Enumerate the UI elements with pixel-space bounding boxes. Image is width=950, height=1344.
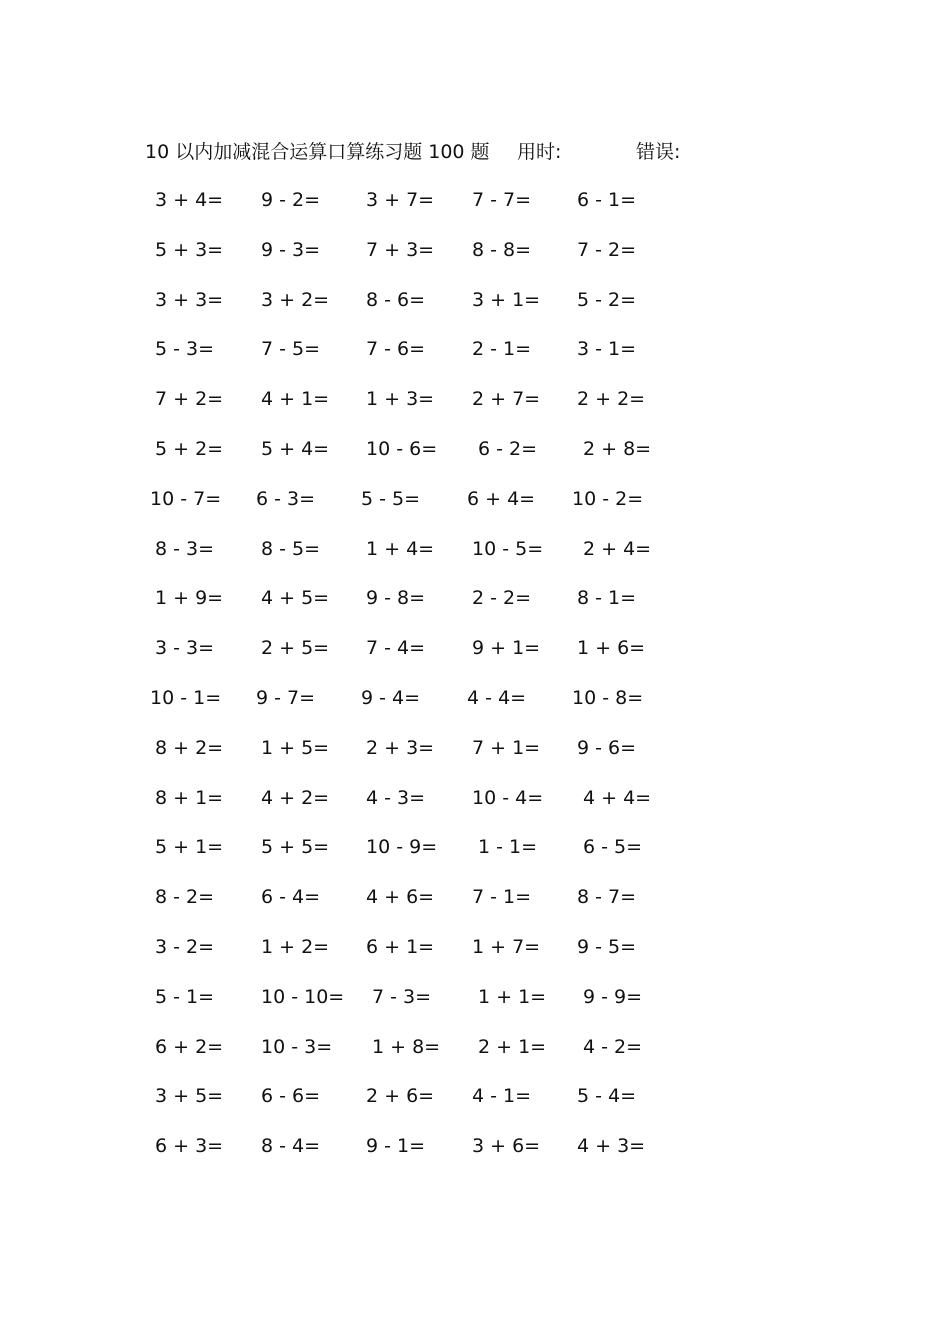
problem-cell: 10 - 9= [366, 836, 438, 859]
problem-cell: 7 - 3= [372, 985, 432, 1008]
problem-cell: 2 - 2= [472, 587, 532, 610]
problem-cell: 6 - 1= [577, 189, 637, 211]
problem-cell: 2 + 7= [472, 388, 541, 411]
problem-cell: 3 + 3= [155, 288, 224, 311]
problem-row [150, 432, 710, 482]
problem-row [150, 980, 710, 1030]
problem-cell: 10 - 1= [150, 686, 222, 709]
problem-cell: 6 - 6= [261, 1085, 321, 1108]
problem-cell: 7 - 6= [366, 338, 426, 361]
problem-row [150, 183, 710, 233]
problem-cell: 7 - 5= [261, 338, 321, 361]
problem-cell: 1 + 8= [372, 1035, 441, 1058]
problem-cell: 1 + 1= [478, 985, 547, 1008]
problem-cell: 9 - 1= [366, 1135, 426, 1158]
problem-cell: 4 + 2= [261, 786, 330, 809]
worksheet-header [145, 137, 845, 167]
problem-cell: 3 + 2= [261, 288, 330, 311]
problem-cell: 5 - 1= [155, 985, 215, 1008]
problem-cell: 1 + 3= [366, 388, 435, 411]
problem-cell: 5 - 3= [155, 338, 215, 361]
problem-cell: 9 - 7= [256, 686, 316, 709]
problem-row [150, 581, 710, 631]
problem-cell: 10 - 5= [472, 537, 544, 560]
problem-cell: 10 - 6= [366, 437, 438, 460]
problem-cell: 5 + 4= [261, 437, 330, 460]
problem-row [150, 532, 710, 582]
problem-row [150, 233, 710, 283]
problem-cell: 9 - 9= [583, 985, 643, 1008]
problem-cell: 5 + 3= [155, 238, 224, 261]
problem-cell: 1 + 6= [577, 637, 646, 660]
problem-cell: 6 - 4= [261, 886, 321, 909]
problem-cell: 9 - 6= [577, 736, 637, 759]
problem-cell: 7 - 4= [366, 637, 426, 660]
problem-cell: 4 + 5= [261, 587, 330, 610]
worksheet-title: 10 以内加减混合运算口算练习题 100 题 [145, 141, 490, 163]
problem-cell: 8 - 6= [366, 288, 426, 311]
problem-cell: 2 + 2= [577, 388, 646, 411]
problem-cell: 9 + 1= [472, 637, 541, 660]
problem-cell: 4 - 1= [472, 1085, 532, 1108]
problem-cell: 7 - 1= [472, 886, 532, 909]
problem-cell: 8 - 7= [577, 886, 637, 909]
problem-cell: 5 + 1= [155, 836, 224, 859]
problem-cell: 9 - 4= [361, 686, 421, 709]
problem-cell: 6 - 5= [583, 836, 643, 859]
problem-cell: 5 + 2= [155, 437, 224, 460]
problem-cell: 8 - 3= [155, 537, 215, 560]
problem-cell: 1 + 9= [155, 587, 224, 610]
problem-row [150, 731, 710, 781]
problem-cell: 4 + 1= [261, 388, 330, 411]
problem-cell: 3 + 4= [155, 189, 224, 211]
problem-cell: 4 - 2= [583, 1035, 643, 1058]
problem-cell: 1 - 1= [478, 836, 538, 859]
problem-cell: 6 + 1= [366, 935, 435, 958]
problem-row [150, 1129, 710, 1179]
problem-row [150, 930, 710, 980]
problem-row [150, 1079, 710, 1129]
problem-cell: 9 - 8= [366, 587, 426, 610]
problem-cell: 8 - 1= [577, 587, 637, 610]
problem-cell: 4 - 3= [366, 786, 426, 809]
problem-cell: 4 + 6= [366, 886, 435, 909]
problem-cell: 1 + 5= [261, 736, 330, 759]
problem-cell: 2 + 6= [366, 1085, 435, 1108]
problem-cell: 4 + 3= [577, 1135, 646, 1158]
time-label: 用时: [517, 141, 562, 163]
problem-cell: 6 - 3= [256, 487, 316, 510]
problem-cell: 9 - 3= [261, 238, 321, 261]
problem-cell: 2 + 8= [583, 437, 652, 460]
problem-cell: 3 + 6= [472, 1135, 541, 1158]
error-label: 错误: [636, 141, 681, 163]
problem-row [150, 781, 710, 831]
problem-cell: 4 - 4= [467, 686, 527, 709]
problem-cell: 3 + 5= [155, 1085, 224, 1108]
problem-cell: 5 - 2= [577, 288, 637, 311]
problem-cell: 3 - 1= [577, 338, 637, 361]
problem-row [150, 1030, 710, 1080]
problem-row [150, 482, 710, 532]
problem-cell: 6 - 2= [478, 437, 538, 460]
problem-cell: 7 - 2= [577, 238, 637, 261]
problem-cell: 2 + 1= [478, 1035, 547, 1058]
problem-cell: 8 - 4= [261, 1135, 321, 1158]
problem-cell: 6 + 4= [467, 487, 536, 510]
problem-row [150, 681, 710, 731]
problem-cell: 6 + 3= [155, 1135, 224, 1158]
problem-cell: 3 - 2= [155, 935, 215, 958]
problem-cell: 3 + 7= [366, 189, 435, 211]
problem-cell: 10 - 3= [261, 1035, 333, 1058]
problem-cell: 5 - 4= [577, 1085, 637, 1108]
problem-cell: 4 + 4= [583, 786, 652, 809]
problem-cell: 9 - 2= [261, 189, 321, 211]
problem-row [150, 830, 710, 880]
problem-cell: 10 - 4= [472, 786, 544, 809]
problem-cell: 1 + 7= [472, 935, 541, 958]
problem-row [150, 631, 710, 681]
problem-cell: 5 - 5= [361, 487, 421, 510]
problem-cell: 1 + 2= [261, 935, 330, 958]
problem-cell: 8 - 5= [261, 537, 321, 560]
problem-row [150, 283, 710, 333]
problem-cell: 3 + 1= [472, 288, 541, 311]
problem-cell: 2 + 5= [261, 637, 330, 660]
problem-cell: 6 + 2= [155, 1035, 224, 1058]
problem-cell: 2 - 1= [472, 338, 532, 361]
problem-cell: 10 - 7= [150, 487, 222, 510]
problem-cell: 10 - 8= [572, 686, 644, 709]
problem-cell: 8 - 2= [155, 886, 215, 909]
problem-cell: 7 + 3= [366, 238, 435, 261]
problem-row [150, 332, 710, 382]
problem-cell: 3 - 3= [155, 637, 215, 660]
problem-cell: 2 + 3= [366, 736, 435, 759]
problem-cell: 5 + 5= [261, 836, 330, 859]
problem-cell: 9 - 5= [577, 935, 637, 958]
problem-cell: 7 + 2= [155, 388, 224, 411]
problem-cell: 2 + 4= [583, 537, 652, 560]
problem-cell: 10 - 2= [572, 487, 644, 510]
problem-cell: 7 + 1= [472, 736, 541, 759]
problem-cell: 7 - 7= [472, 189, 532, 211]
problem-cell: 10 - 10= [261, 985, 345, 1008]
problem-row [150, 880, 710, 930]
problem-row [150, 382, 710, 432]
problem-cell: 8 - 8= [472, 238, 532, 261]
problem-cell: 8 + 1= [155, 786, 224, 809]
problem-cell: 8 + 2= [155, 736, 224, 759]
problem-cell: 1 + 4= [366, 537, 435, 560]
problem-grid [150, 183, 710, 1179]
